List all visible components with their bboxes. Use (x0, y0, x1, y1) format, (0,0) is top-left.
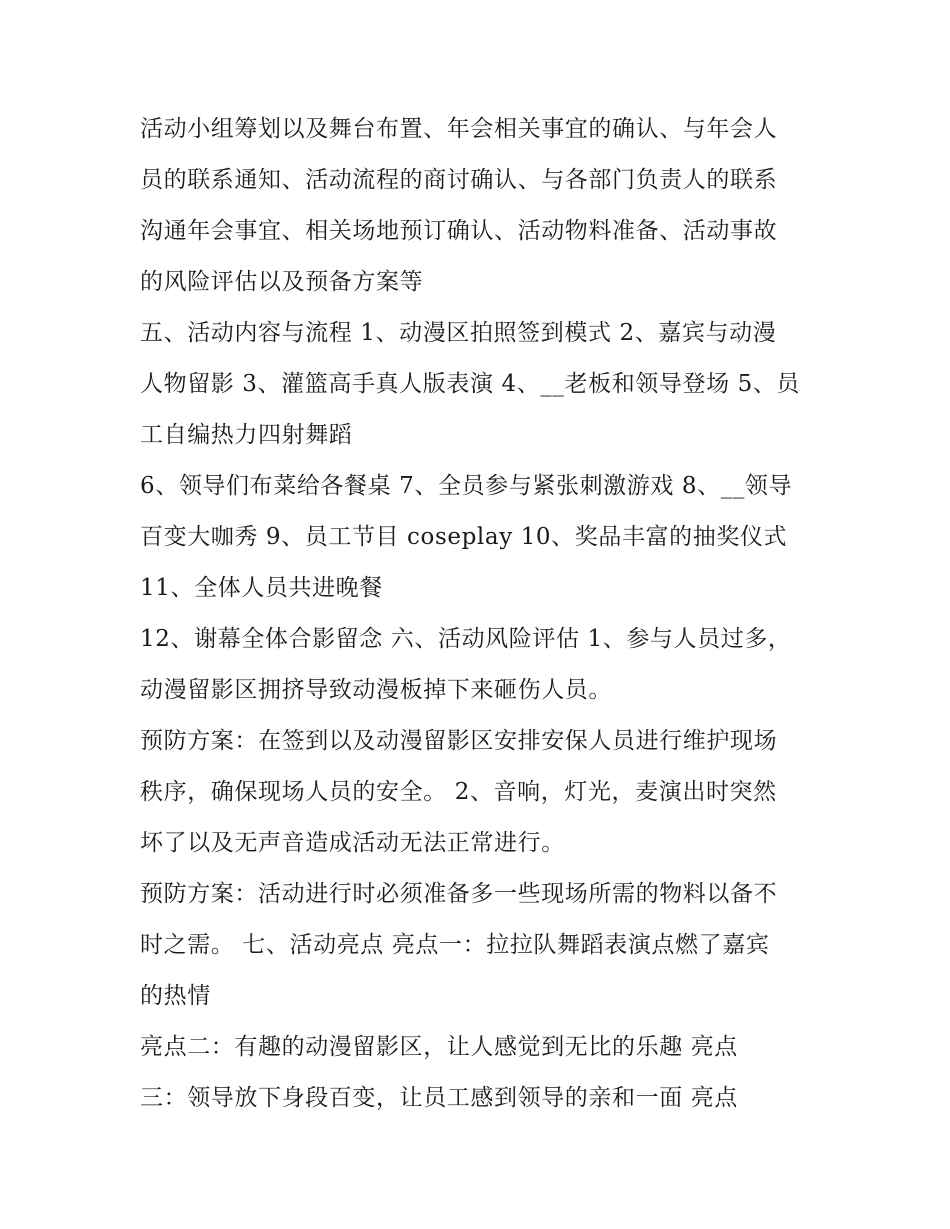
text-line-16: 预防方案：活动进行时必须准备多一些现场所需的物料以备不 (140, 881, 778, 907)
text-line-4: 的风险评估以及预备方案等 (140, 269, 424, 295)
text-line-1: 活动小组筹划以及舞台布置、年会相关事宜的确认、与年会人 (140, 116, 778, 142)
text-line-19: 亮点二：有趣的动漫留影区，让人感觉到无比的乐趣 亮点 (140, 1034, 738, 1060)
text-line-15: 坏了以及无声音造成活动无法正常进行。 (140, 830, 565, 856)
text-line-13: 预防方案：在签到以及动漫留影区安排安保人员进行维护现场 (140, 728, 778, 754)
text-line-6: 人物留影 3、灌篮高手真人版表演 4、__老板和领导登场 5、员 (140, 371, 801, 397)
text-line-2: 员的联系通知、活动流程的商讨确认、与各部门负责人的联系 (140, 167, 778, 193)
text-line-8: 6、领导们布菜给各餐桌 7、全员参与紧张刺激游戏 8、__领导 (140, 473, 793, 499)
text-line-5: 五、活动内容与流程 1、动漫区拍照签到模式 2、嘉宾与动漫 (140, 320, 777, 346)
text-line-18: 的热情 (140, 983, 211, 1009)
text-line-7: 工自编热力四射舞蹈 (140, 422, 353, 448)
text-line-12: 动漫留影区拥挤导致动漫板掉下来砸伤人员。 (140, 677, 612, 703)
text-line-3: 沟通年会事宜、相关场地预订确认、活动物料准备、活动事故 (140, 218, 778, 244)
text-line-9: 百变大咖秀 9、员工节目 coseplay 10、奖品丰富的抽奖仪式 (140, 524, 788, 550)
text-line-10: 11、全体人员共进晚餐 (140, 575, 383, 601)
document-body (140, 104, 840, 1124)
text-line-20: 三：领导放下身段百变，让员工感到领导的亲和一面 亮点 (140, 1085, 738, 1111)
text-line-11: 12、谢幕全体合影留念 六、活动风险评估 1、参与人员过多， (140, 626, 792, 652)
text-line-17: 时之需。 七、活动亮点 亮点一：拉拉队舞蹈表演点燃了嘉宾 (140, 932, 770, 958)
text-line-14: 秩序，确保现场人员的安全。 2、音响，灯光，麦演出时突然 (140, 779, 777, 805)
